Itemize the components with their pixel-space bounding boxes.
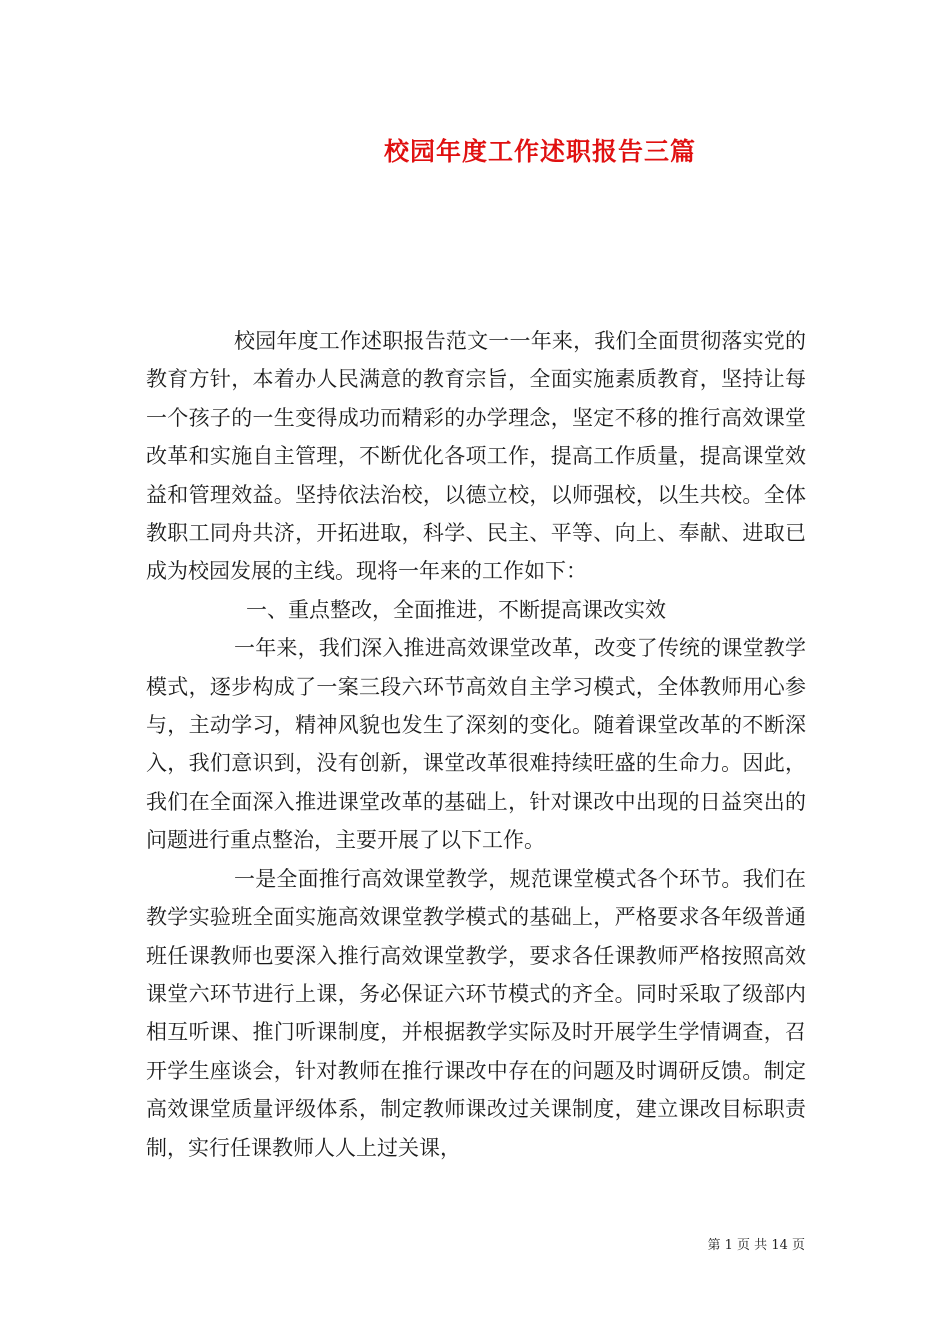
page-number: 第 1 页 共 14 页 [707,1238,805,1253]
paragraph-intro: 校园年度工作述职报告范文一一年来，我们全面贯彻落实党的教育方针，本着办人民满意的教育宗旨，全面实施素质教育，坚持让每一个孩子的一生变得成功而精彩的办学理念，坚定不移的推行高效课堂改革和实施自主管理，不断优化各项工作，提高工作质量，提高课堂效益和管理效益。坚持依法治校，以德立校，以师强校，以生共校。全体教职工同舟共济，开拓进取，科学、民主、平等、向上、奉献、进取已成为校园发展的主线。现将一年来的工作如下： [146,329,806,584]
document-title: 校园年度工作述职报告三篇 [383,137,696,166]
paragraph-reform: 一年来，我们深入推进高效课堂改革，改变了传统的课堂教学模式，逐步构成了一案三段六环节高效自主学习模式，全体教师用心参与，主动学习，精神风貌也发生了深刻的变化。随着课堂改革的不断深入，我们意识到，没有创新，课堂改革很难持续旺盛的生命力。因此，我们在全面深入推进课堂改革的基础上，针对课改中出现的日益突出的问题进行重点整治，主要开展了以下工作。 [146,636,806,853]
section-heading-1: 一、重点整改，全面推进，不断提高课改实效 [246,597,666,622]
paragraph-first-measure: 一是全面推行高效课堂教学，规范课堂模式各个环节。我们在教学实验班全面实施高效课堂教学模式的基础上，严格要求各年级普通班任课教师也要深入推行高效课堂教学，要求各任课教师严格按照高效课堂六环节进行上课，务必保证六环节模式的齐全。同时采取了级部内相互听课、推门听课制度，并根据教学实际及时开展学生学情调查，召开学生座谈会，针对教师在推行课改中存在的问题及时调研反馈。制定高效课堂质量评级体系，制定教师课改过关课制度，建立课改目标职责制，实行任课教师人人上过关课， [146,866,806,1160]
document-body [146,322,806,1167]
